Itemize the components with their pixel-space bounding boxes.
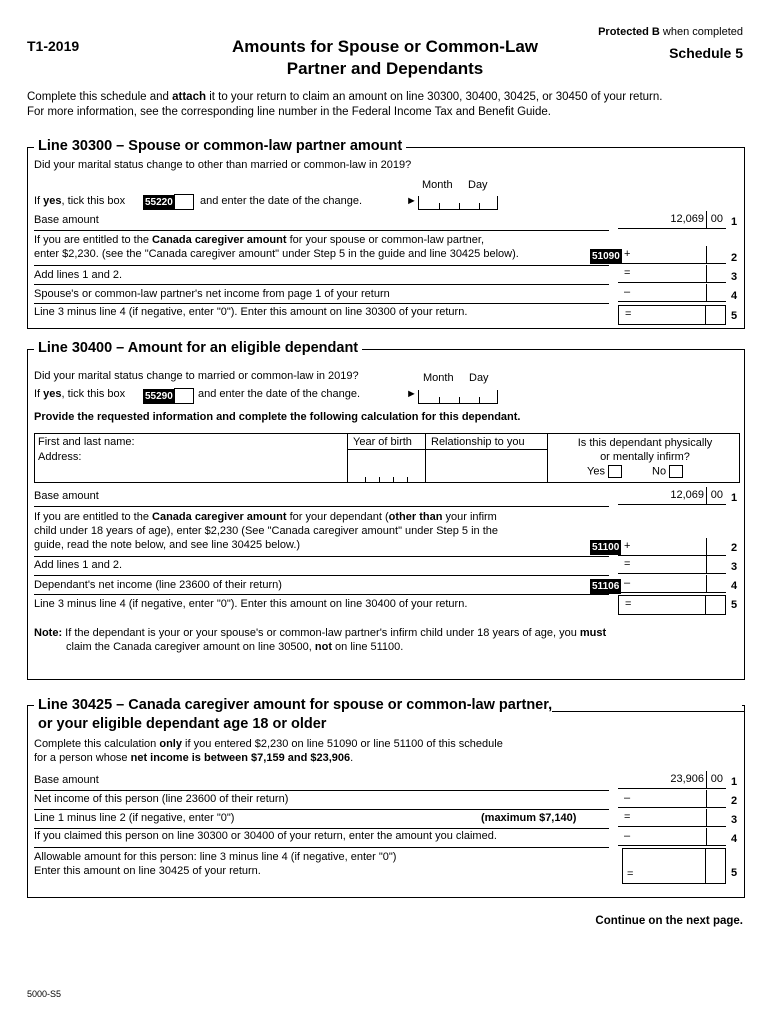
code-55290: 55290 (145, 391, 173, 402)
change-date-input[interactable] (418, 390, 498, 404)
claimed-amount-input[interactable]: – (618, 828, 726, 846)
infirm-q-1: Is this dependant physically (577, 437, 713, 449)
intro-line-1: Complete this schedule and attach it to your return to claim an amount on line 30300, 30400, 30425, or 30450 of your return. (27, 91, 663, 103)
section-title: Line 30400 – Amount for an eligible dependant (34, 340, 362, 356)
base-amount-label: Base amount (34, 774, 99, 786)
spouse-income-label: Spouse's or common-law partner's net income from page 1 of your return (34, 288, 390, 300)
year-of-birth-input[interactable] (365, 474, 409, 483)
intro-line-2: for a person whose net income is between $7,159 and $23,906. (34, 752, 354, 764)
line-30425-amount[interactable] (622, 848, 726, 884)
provide-info-text: Provide the requested information and complete the following calculation for this dependant. (34, 411, 521, 423)
form-id: T1-2019 (27, 38, 80, 54)
section-title-line-2: or your eligible dependant age 18 or older (38, 716, 327, 732)
status-change-checkbox[interactable] (174, 194, 194, 210)
relationship-label: Relationship to you (431, 436, 525, 448)
intro-line-2: For more information, see the corresponding line number in the Federal Income Tax and Benefit Guide. (27, 106, 551, 118)
caregiver-amount-input[interactable]: + (618, 538, 726, 556)
name-field-label: First and last name: (38, 436, 135, 448)
schedule-label: Schedule 5 (669, 45, 743, 61)
line-30400-amount[interactable]: = (618, 595, 726, 615)
line5-label: Line 3 minus line 4 (if negative, enter "0"). Enter this amount on line 30400 of your return. (34, 598, 468, 610)
net-income-input[interactable]: – (618, 790, 726, 808)
intro-line-1: Complete this calculation only if you entered $2,230 on line 51090 or line 51100 of this schedule (34, 738, 503, 750)
protected-b: Protected B (598, 26, 660, 38)
marital-question: Did your marital status change to married or common-law in 2019? (34, 370, 359, 382)
line-number: 5 (731, 310, 738, 322)
section-title: Line 30300 – Spouse or common-law partner amount (34, 138, 406, 154)
base-amount-value: 12,069 00 (618, 487, 726, 505)
line-number: 1 (731, 776, 738, 788)
code-51090: 51090 (592, 251, 620, 262)
claimed-amount-label: If you claimed this person on line 30300 or 30400 of your return, enter the amount you claimed. (34, 830, 497, 842)
line-number: 1 (731, 492, 738, 504)
note-line-1: Note: If the dependant is your or your spouse's or common-law partner's infirm child under 18 years of age, you must (34, 627, 607, 639)
line-number: 4 (731, 290, 738, 302)
net-income-label: Net income of this person (line 23600 of their return) (34, 793, 289, 805)
code-51106: 51106 (592, 581, 620, 592)
line-number: 2 (731, 252, 738, 264)
day-label: Day (469, 372, 489, 384)
line-number: 4 (731, 580, 738, 592)
protected-suffix: when completed (662, 26, 743, 38)
line-number: 3 (731, 271, 738, 283)
equals-sign: = (627, 868, 634, 880)
base-amount-label: Base amount (34, 490, 99, 502)
caregiver-text-1: If you are entitled to the Canada caregiver amount for your spouse or common-law partner, (34, 234, 485, 246)
line-number: 3 (731, 561, 738, 573)
line5-label: Line 3 minus line 4 (if negative, enter "0"). Enter this amount on line 30300 of your return. (34, 306, 468, 318)
section-line-30400 (27, 340, 745, 680)
caregiver-text-2: enter $2,230. (see the "Canada caregiver amount" under Step 5 in the guide and line 30425 below). (34, 248, 519, 260)
code-51100: 51100 (592, 542, 620, 553)
title-line-1: Amounts for Spouse or Common-Law (232, 37, 538, 56)
dependant-info-table (34, 433, 740, 483)
address-field-label: Address: (38, 451, 82, 463)
enter-date-text: and enter the date of the change. (200, 195, 363, 207)
caregiver-text-1: If you are entitled to the Canada caregiver amount for your dependant (other than your infirm (34, 511, 497, 523)
line-30300-amount[interactable]: = (618, 305, 726, 325)
if-yes-row: If yes, tick this box (34, 388, 126, 400)
line3-amount[interactable]: = (618, 265, 726, 283)
section-title-line-1: Line 30425 – Canada caregiver amount for spouse or common-law partner, (38, 697, 553, 713)
marital-question: Did your marital status change to other than married or common-law in 2019? (34, 159, 412, 171)
day-label: Day (468, 179, 488, 191)
enter-date-text: and enter the date of the change. (198, 388, 361, 400)
caregiver-text-3: guide, read the note below, and see line 30425 below.) (34, 539, 301, 551)
status-change-checkbox[interactable] (174, 388, 194, 404)
line3-amount[interactable]: = (618, 556, 726, 574)
code-55220: 55220 (145, 197, 173, 208)
caregiver-text-2: child under 18 years of age), enter $2,230 (See "Canada caregiver amount" under Step 5 in the (34, 525, 498, 537)
caregiver-amount-input[interactable]: + (618, 246, 726, 264)
note-line-2: claim the Canada caregiver amount on line 30500, not on line 51100. (66, 641, 404, 653)
arrow-icon: ► (406, 195, 417, 207)
section-line-30425 (27, 697, 745, 898)
line-number: 1 (731, 216, 738, 228)
page-title (200, 36, 570, 80)
infirm-no-checkbox[interactable] (669, 465, 683, 478)
infirm-q-2: or mentally infirm? (600, 451, 690, 463)
dependant-income-label: Dependant's net income (line 23600 of their return) (34, 579, 282, 591)
allowable-label-1: Allowable amount for this person: line 3 minus line 4 (if negative, enter "0") (34, 851, 397, 863)
allowable-label-2: Enter this amount on line 30425 of your return. (34, 865, 261, 877)
line-number: 2 (731, 795, 738, 807)
infirm-no: No (652, 465, 683, 478)
base-amount-value: 23,906 00 (618, 771, 726, 789)
base-amount-label: Base amount (34, 214, 99, 226)
section-title (34, 696, 556, 734)
spouse-income-input[interactable]: – (618, 284, 726, 302)
continue-text: Continue on the next page. (595, 915, 743, 927)
section-line-30300 (27, 138, 745, 329)
line-number: 5 (731, 599, 738, 611)
intro-text (27, 90, 662, 120)
dependant-income-input[interactable]: – (618, 575, 726, 593)
year-of-birth-label: Year of birth (353, 436, 412, 448)
maximum-label: (maximum $7,140) (481, 812, 577, 824)
add-lines-label: Add lines 1 and 2. (34, 559, 123, 571)
line-number: 3 (731, 814, 738, 826)
change-date-input[interactable] (418, 196, 498, 210)
line-number: 4 (731, 833, 738, 845)
infirm-yes-checkbox[interactable] (608, 465, 622, 478)
add-lines-label: Add lines 1 and 2. (34, 269, 123, 281)
line-number: 5 (731, 867, 738, 879)
infirm-question (555, 436, 735, 464)
month-label: Month (422, 179, 453, 191)
infirm-yes: Yes (587, 465, 622, 478)
line3-amount[interactable]: = (618, 809, 726, 827)
arrow-icon: ► (406, 388, 417, 400)
form-code: 5000-S5 (27, 989, 62, 999)
protected-b-label (598, 26, 743, 38)
line3-label: Line 1 minus line 2 (if negative, enter "0") (34, 812, 235, 824)
if-yes-row: If yes, tick this box (34, 195, 126, 207)
title-line-2: Partner and Dependants (286, 59, 484, 78)
base-amount-value: 12,069 00 (618, 211, 726, 229)
month-label: Month (423, 372, 454, 384)
line-number: 2 (731, 542, 738, 554)
